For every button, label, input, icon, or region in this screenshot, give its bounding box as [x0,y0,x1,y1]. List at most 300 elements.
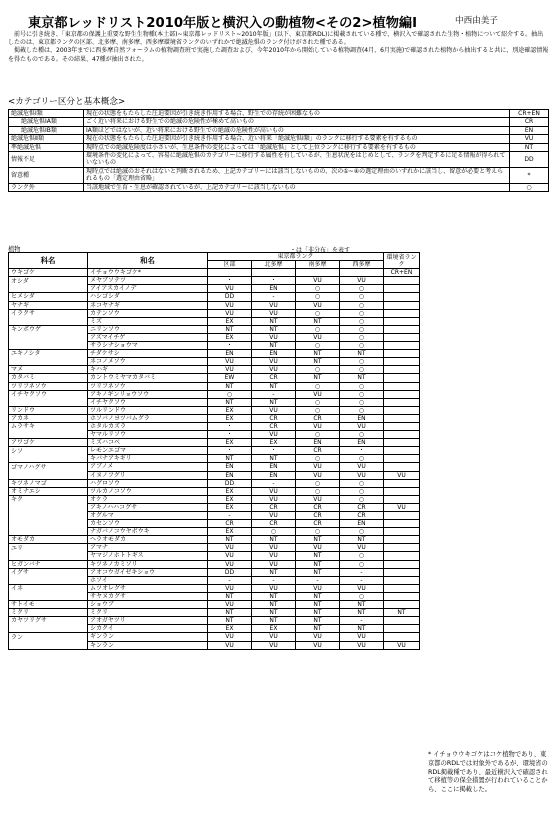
species-nishi: VU [340,584,384,592]
side-note: * イチョウウキゴケはコケ植物であり、東京都のRDLでは対象外であるが、環境省のRDL掲載種であり、最近横沢入で確認されて移植等の保全措置が行われていることから、ここに掲載した。 [428,751,548,794]
species-ku: EX [208,528,252,536]
species-row [9,568,420,576]
species-species: アブノメ [88,463,208,471]
species-env [384,617,420,625]
species-row [9,333,420,341]
category-name: ランク外 [9,183,84,191]
species-table [8,252,420,650]
header-family: 科名 [9,253,88,269]
species-family: ユリ [9,544,88,552]
species-species: ハシゴシダ [88,293,208,301]
species-env [384,625,420,633]
species-minami: ○ [296,342,340,350]
species-row [9,382,420,390]
species-kita: - [252,293,296,301]
species-family [9,625,88,633]
species-nishi: VU [340,277,384,285]
species-ku: VU [208,301,252,309]
species-kita: NT [252,382,296,390]
species-minami: ○ [296,293,340,301]
species-nishi: ○ [340,317,384,325]
species-nishi: ○ [340,358,384,366]
category-desc: 当該地域で生育・生息が確認されているが、上記カテゴリーに該当しないもの [84,183,510,191]
species-nishi: VU [340,471,384,479]
species-family [9,398,88,406]
species-species: サラシナショウマ [88,342,208,350]
header-tokyo-rank: 東京都ランク [208,253,384,261]
species-env [384,536,420,544]
species-env [384,317,420,325]
species-minami: ○ [296,309,340,317]
species-species: アマナ [88,544,208,552]
species-row [9,503,420,511]
species-kita: NT [252,342,296,350]
species-minami: ○ [296,479,340,487]
species-ku: VU [208,560,252,568]
species-kita: VU [252,358,296,366]
species-species: ツリフネソウ [88,382,208,390]
category-heading: <カテゴリー区分と基本概念> [8,97,126,107]
species-env [384,358,420,366]
category-row [9,143,549,151]
species-kita: VU [252,512,296,520]
species-nishi: EN [340,439,384,447]
species-kita: EX [252,625,296,633]
species-nishi: ○ [340,325,384,333]
species-minami: ○ [296,455,340,463]
species-kita: - [252,390,296,398]
species-ku: EW [208,374,252,382]
species-nishi: ○ [340,342,384,350]
species-ku: VU [208,641,252,649]
species-ku: CR [208,520,252,528]
species-ku: ○ [208,390,252,398]
species-nishi: ○ [340,528,384,536]
species-ku: VU [208,633,252,641]
species-ku: NT [208,398,252,406]
species-family: ムラサキ [9,422,88,430]
species-family: イチヤクソウ [9,390,88,398]
species-species: ミクリ [88,609,208,617]
species-env [384,309,420,317]
species-row [9,301,420,309]
species-species: イチヤクソウ [88,398,208,406]
category-desc: 現在の状態をもたらした圧迫要因が引き続き作用する場合、野生での存続が困難なもの [84,110,510,118]
species-minami: NT [296,617,340,625]
category-rank: NT [510,143,549,151]
species-nishi: ○ [340,366,384,374]
species-species: アキノハハコグサ [88,503,208,511]
species-species: ホソバノヨツバムグラ [88,414,208,422]
species-ku: EX [208,503,252,511]
species-species: ニリンソウ [88,325,208,333]
species-species: オケラ [88,495,208,503]
species-ku: EX [208,439,252,447]
species-species: ツルカノコソウ [88,487,208,495]
species-ku: NT [208,455,252,463]
species-nishi: - [340,617,384,625]
species-minami: VU [296,584,340,592]
species-family: ヤナギ [9,301,88,309]
species-row [9,512,420,520]
category-name: 絶滅危惧ⅠA類 [9,118,84,126]
species-minami: CR [296,520,340,528]
species-family [9,342,88,350]
species-kita: NT [252,536,296,544]
species-nishi: VU [340,422,384,430]
species-species: ムツオレグサ [88,584,208,592]
species-family: ミクリ [9,609,88,617]
species-nishi: VU [340,463,384,471]
species-species: ツルリンドウ [88,406,208,414]
species-row [9,471,420,479]
species-kita: - [252,479,296,487]
species-family: キク [9,495,88,503]
species-nishi: VU [340,633,384,641]
species-env [384,544,420,552]
species-kita: NT [252,609,296,617]
species-kita: ・ [252,447,296,455]
category-rank: VU [510,135,549,143]
species-row [9,592,420,600]
species-row [9,398,420,406]
species-family: イネ [9,584,88,592]
species-kita: EN [252,350,296,358]
species-ku: NT [208,592,252,600]
species-row [9,390,420,398]
category-name: 絶滅危惧ⅠB類 [9,126,84,134]
species-kita: VU [252,309,296,317]
species-kita: VU [252,333,296,341]
species-ku: EX [208,317,252,325]
species-kita: EN [252,285,296,293]
header-species: 和名 [88,253,208,269]
species-nishi: ○ [340,406,384,414]
species-row [9,576,420,584]
species-row [9,560,420,568]
species-env [384,552,420,560]
species-row [9,528,420,536]
species-species: チダケサシ [88,350,208,358]
category-desc: 現時点では絶滅のおそれはないと判断されるため、上記カテゴリーには該当しないものの、次の①~④の選定理由のいずれかに該当し、留意が必要と考えられるもの「選定理由省略」 [84,167,510,183]
species-family: オシダ [9,277,88,285]
species-ku: ・ [208,422,252,430]
species-row [9,422,420,430]
species-minami: ○ [296,285,340,293]
category-desc: ごく近い将来における野生での絶滅の危険性が極めて高いもの [84,118,510,126]
category-name: 絶滅危惧Ⅱ類 [9,135,84,143]
category-rank: CR+EN [510,110,549,118]
species-minami: NT [296,568,340,576]
species-kita: VU [252,406,296,414]
species-nishi: NT [340,625,384,633]
species-env [384,422,420,430]
species-minami: ○ [296,406,340,414]
species-species: レモンエゴマ [88,447,208,455]
species-env [384,487,420,495]
species-row [9,617,420,625]
species-family: ツリフネソウ [9,382,88,390]
species-kita: NT [252,617,296,625]
species-nishi: CR [340,512,384,520]
species-species: ショウブ [88,601,208,609]
species-species: ハグロソウ [88,479,208,487]
species-env [384,560,420,568]
species-minami: NT [296,374,340,382]
species-env [384,301,420,309]
species-minami: EN [296,439,340,447]
species-ku: EX [208,414,252,422]
species-minami: CR [296,512,340,520]
species-env [384,479,420,487]
species-nishi: NT [340,601,384,609]
species-env [384,447,420,455]
species-nishi: ○ [340,301,384,309]
species-species: オグルマ [88,512,208,520]
species-ku: EN [208,463,252,471]
species-minami: NT [296,609,340,617]
species-nishi: ○ [340,552,384,560]
species-family: ウキゴケ [9,269,88,277]
species-caption: 植物 [8,246,21,253]
species-species: キバナアキギリ [88,455,208,463]
species-kita: EN [252,471,296,479]
species-env [384,285,420,293]
species-family [9,358,88,366]
category-name: 絶滅危惧Ⅰ類 [9,110,84,118]
species-minami [296,269,340,277]
species-env [384,528,420,536]
category-desc: 環境条件の変化によって、容易に絶滅危惧のカテゴリーに移行する属性を有しているが、生息状況をはじめとして、ランクを判定するに足る情報が得られていないもの [84,152,510,168]
species-env [384,374,420,382]
header-nishi: 西多摩 [340,261,384,269]
species-kita: EN [252,463,296,471]
species-family [9,576,88,584]
species-family: アワゴケ [9,439,88,447]
species-minami: NT [296,350,340,358]
species-minami: ○ [296,431,340,439]
species-family [9,520,88,528]
species-nishi: ○ [340,495,384,503]
species-env [384,495,420,503]
species-env [384,390,420,398]
species-family: ヒガンバナ [9,560,88,568]
species-minami: CR [296,503,340,511]
species-species: アキノギンリョウソウ [88,390,208,398]
species-nishi: NT [340,609,384,617]
species-nishi: ○ [340,390,384,398]
species-family [9,512,88,520]
header-minami: 南多摩 [296,261,340,269]
species-nishi: VU [340,641,384,649]
species-kita: CR [252,520,296,528]
species-kita: ○ [252,528,296,536]
species-env [384,382,420,390]
species-species: ネコノメソウ [88,358,208,366]
species-kita: VU [252,552,296,560]
species-family [9,641,88,649]
category-rank: EN [510,126,549,134]
species-family: ヒメシダ [9,293,88,301]
species-nishi: ○ [340,398,384,406]
species-ku: EX [208,487,252,495]
species-kita: VU [252,633,296,641]
species-species: ホタルカズラ [88,422,208,430]
species-minami: NT [296,358,340,366]
category-table [8,109,549,192]
species-family: ユキノシタ [9,350,88,358]
species-minami: ○ [296,487,340,495]
species-row [9,285,420,293]
species-minami: VU [296,495,340,503]
species-env [384,512,420,520]
species-env: VU [384,471,420,479]
species-row [9,455,420,463]
species-species: カントウミヤマカタバミ [88,374,208,382]
header-env-rank: 環境省ランク [384,253,420,269]
species-minami: CR [296,447,340,455]
species-minami: NT [296,592,340,600]
species-row [9,447,420,455]
species-row [9,350,420,358]
category-row [9,110,549,118]
species-nishi: ○ [340,333,384,341]
species-kita: NT [252,317,296,325]
species-nishi: ○ [340,479,384,487]
species-ku: NT [208,382,252,390]
species-row [9,641,420,649]
species-ku: VU [208,552,252,560]
species-row [9,325,420,333]
species-env [384,333,420,341]
species-minami: VU [296,301,340,309]
species-species: イチョウウキゴケ* [88,269,208,277]
species-kita [252,269,296,277]
species-species: メヤブソテツ [88,277,208,285]
species-species: アオコウガイゼキショウ [88,568,208,576]
species-minami: NT [296,625,340,633]
category-name: 準絶滅危惧 [9,143,84,151]
species-family: イラクサ [9,309,88,317]
species-species: ヘラオモダカ [88,536,208,544]
species-kita: NT [252,592,296,600]
species-kita: CR [252,374,296,382]
species-nishi: - [340,568,384,576]
species-ku: EX [208,333,252,341]
species-ku: NT [208,536,252,544]
species-env [384,350,420,358]
species-ku: EX [208,406,252,414]
species-row [9,625,420,633]
species-env [384,463,420,471]
species-minami: VU [296,544,340,552]
species-species: キツネノカミソリ [88,560,208,568]
species-kita: VU [252,641,296,649]
species-family: カタバミ [9,374,88,382]
category-row [9,167,549,183]
species-nishi: ○ [340,382,384,390]
species-kita: VU [252,544,296,552]
species-family: サトイモ [9,601,88,609]
species-species: ナガバノコウヤボウキ [88,528,208,536]
species-kita: NT [252,455,296,463]
species-family: シソ [9,447,88,455]
species-row [9,317,420,325]
species-minami: - [296,576,340,584]
species-env [384,342,420,350]
species-family: ゴマノハグサ [9,463,88,471]
species-env [384,325,420,333]
species-kita: CR [252,503,296,511]
species-ku: VU [208,601,252,609]
species-minami: CR [296,414,340,422]
species-nishi: EN [340,520,384,528]
species-row [9,293,420,301]
species-env [384,520,420,528]
species-minami: NT [296,536,340,544]
species-ku: ・ [208,277,252,285]
species-minami: ○ [296,325,340,333]
species-ku: VU [208,544,252,552]
species-env [384,439,420,447]
species-family [9,431,88,439]
species-family [9,333,88,341]
species-minami: VU [296,390,340,398]
species-nishi [340,269,384,277]
species-family: オモダカ [9,536,88,544]
species-env [384,584,420,592]
species-nishi: ○ [340,560,384,568]
species-row [9,431,420,439]
species-minami: VU [296,333,340,341]
species-species: キハギ [88,366,208,374]
species-minami: VU [296,633,340,641]
species-env [384,398,420,406]
species-row [9,463,420,471]
species-ku: - [208,576,252,584]
species-species: アオガヤツリ [88,617,208,625]
species-nishi: CR [340,503,384,511]
species-minami: NT [296,601,340,609]
species-species: アズマイチゲ [88,333,208,341]
species-row [9,536,420,544]
species-species: ヤマジノホトトギス [88,552,208,560]
species-kita: CR [252,422,296,430]
species-species: アイアスカイノデ [88,285,208,293]
species-family [9,317,88,325]
species-minami: VU [296,641,340,649]
species-minami: ○ [296,528,340,536]
species-row [9,520,420,528]
intro-paragraph: 前号に引き続き、「東京都の保護上重要な野生生物種(本土部)~東京都レッドリスト~2010年版」(以下、東京都RDL)に掲載されている種で、横沢入で確認された生物・植物について紹介する。抽出したのは、東京都ランクの区部、北多摩、南多摩、西多摩環境省ランクのいずれかで絶滅危惧のランク付けがされた種である。 掲載した種は、2003年までに西多摩自然フォーラムの植物調査班で実施した調査および、今年2010年から開始している植物調査(4月、6月実施)で確認された植物から抽出すると共に、別途確認情報を得たものである。その結果、47種が抽出された。 [8,31,549,63]
species-kita: VU [252,487,296,495]
species-family: ラン [9,633,88,641]
species-family [9,471,88,479]
category-row [9,135,549,143]
species-family [9,528,88,536]
species-env [384,414,420,422]
species-kita: VU [252,301,296,309]
species-minami: ○ [296,366,340,374]
species-minami: ○ [296,382,340,390]
species-row [9,601,420,609]
species-env [384,455,420,463]
species-env [384,576,420,584]
category-desc: ⅠA類ほどではないが、近い将来における野生での絶滅の危険性が高いもの [84,126,510,134]
species-family: カヤツリグサ [9,617,88,625]
species-row [9,366,420,374]
species-ku: EN [208,471,252,479]
